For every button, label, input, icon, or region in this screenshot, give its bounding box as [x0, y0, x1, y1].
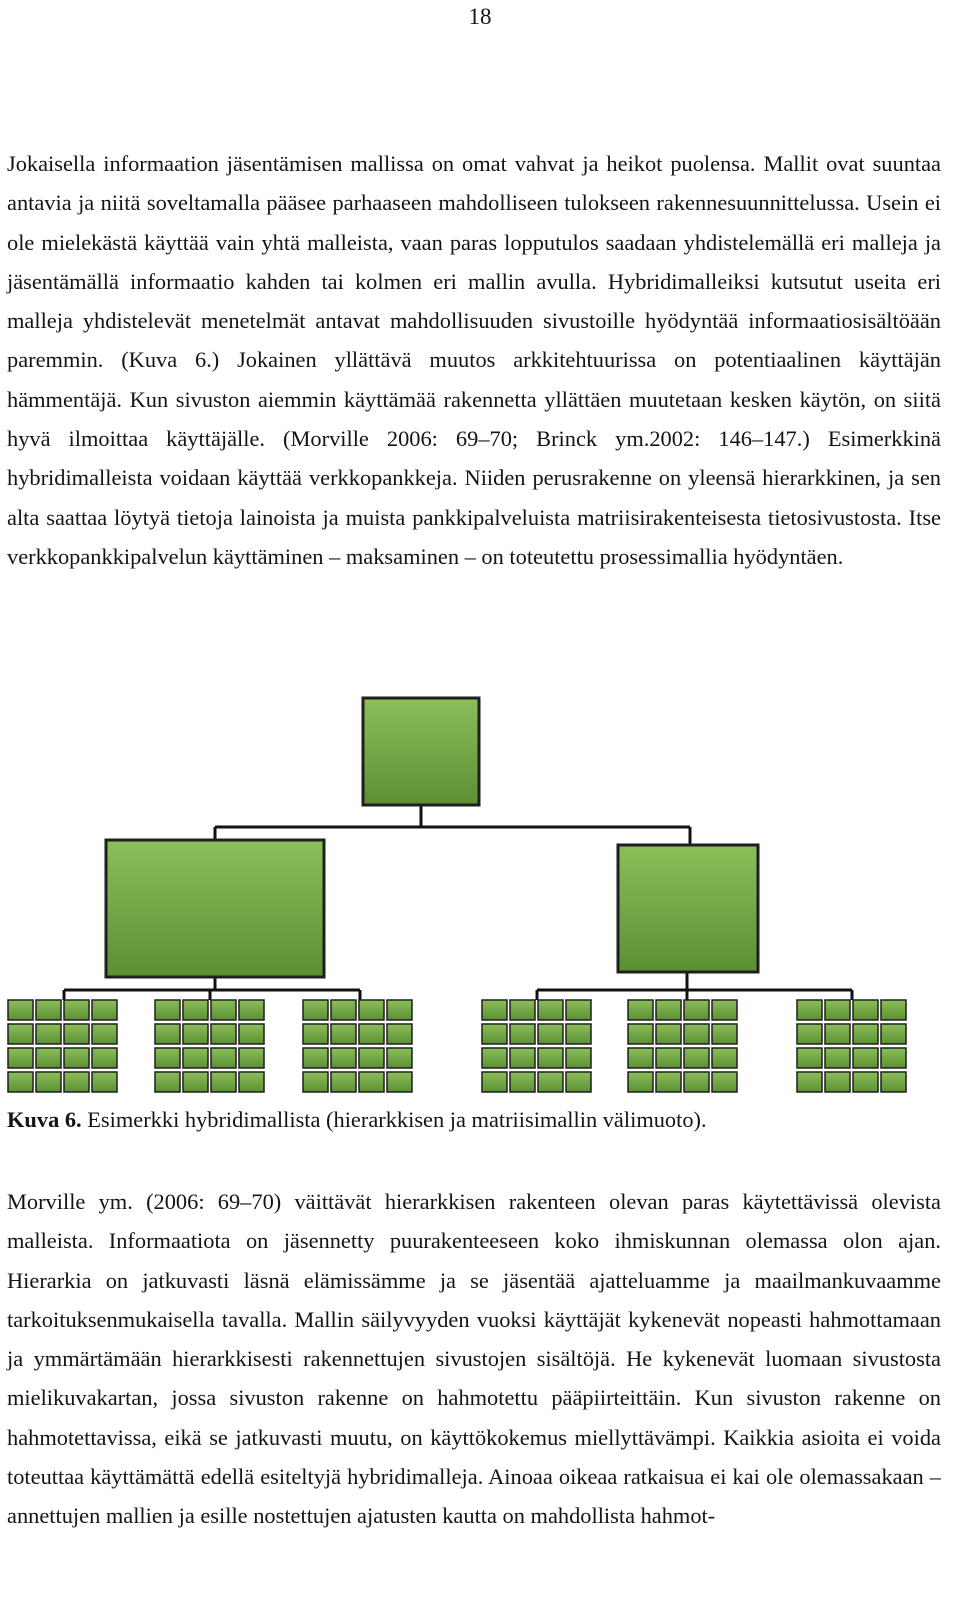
matrix-cell-4-4-3	[538, 1072, 563, 1092]
matrix-cell-5-3-4	[712, 1048, 737, 1068]
matrix-cell-4-1-1	[482, 1000, 507, 1020]
matrix-cell-5-1-1	[628, 1000, 653, 1020]
matrix-cell-1-1-4	[92, 1000, 117, 1020]
matrix-cell-2-1-3	[211, 1000, 236, 1020]
matrix-cell-4-1-2	[510, 1000, 535, 1020]
matrix-cell-1-3-2	[36, 1048, 61, 1068]
matrix-cell-2-3-1	[155, 1048, 180, 1068]
matrix-cell-5-3-2	[656, 1048, 681, 1068]
matrix-cell-1-3-3	[64, 1048, 89, 1068]
matrix-cell-5-2-4	[712, 1024, 737, 1044]
hierarchy-matrix-diagram	[0, 690, 960, 1110]
matrix-cell-2-4-2	[183, 1072, 208, 1092]
matrix-cell-6-1-3	[853, 1000, 878, 1020]
matrix-cell-2-2-3	[211, 1024, 236, 1044]
matrix-cell-5-3-3	[684, 1048, 709, 1068]
matrix-cell-1-1-1	[8, 1000, 33, 1020]
matrix-cell-6-4-4	[881, 1072, 906, 1092]
matrix-cell-5-2-3	[684, 1024, 709, 1044]
page-number: 18	[468, 4, 492, 29]
matrix-cell-2-1-4	[239, 1000, 264, 1020]
matrix-cell-6-3-2	[825, 1048, 850, 1068]
matrix-cell-4-2-3	[538, 1024, 563, 1044]
matrix-cell-3-2-1	[303, 1024, 328, 1044]
matrix-cell-6-4-3	[853, 1072, 878, 1092]
matrix-cell-3-2-4	[387, 1024, 412, 1044]
matrix-cell-5-4-3	[684, 1072, 709, 1092]
matrix-cell-1-2-4	[92, 1024, 117, 1044]
matrix-cell-6-1-2	[825, 1000, 850, 1020]
matrix-cell-5-1-2	[656, 1000, 681, 1020]
matrix-cell-4-4-1	[482, 1072, 507, 1092]
matrix-cell-1-2-2	[36, 1024, 61, 1044]
matrix-cell-5-2-2	[656, 1024, 681, 1044]
matrix-cell-2-4-1	[155, 1072, 180, 1092]
matrix-cell-6-1-4	[881, 1000, 906, 1020]
matrix-cell-5-1-3	[684, 1000, 709, 1020]
matrix-cell-4-2-1	[482, 1024, 507, 1044]
matrix-cell-2-3-3	[211, 1048, 236, 1068]
matrix-cell-2-2-4	[239, 1024, 264, 1044]
matrix-cell-6-3-3	[853, 1048, 878, 1068]
matrix-cell-1-4-1	[8, 1072, 33, 1092]
matrix-cell-5-1-4	[712, 1000, 737, 1020]
matrix-cell-3-1-3	[359, 1000, 384, 1020]
matrix-cell-4-3-1	[482, 1048, 507, 1068]
matrix-cell-4-4-2	[510, 1072, 535, 1092]
matrix-cell-1-2-3	[64, 1024, 89, 1044]
matrix-cell-1-2-1	[8, 1024, 33, 1044]
matrix-cell-6-3-1	[797, 1048, 822, 1068]
matrix-cell-2-2-1	[155, 1024, 180, 1044]
matrix-cell-6-2-3	[853, 1024, 878, 1044]
hybrid-model-figure	[0, 690, 960, 1110]
matrix-cell-1-3-4	[92, 1048, 117, 1068]
matrix-cell-4-3-3	[538, 1048, 563, 1068]
matrix-cell-3-3-2	[331, 1048, 356, 1068]
figure-caption	[7, 1100, 707, 1139]
matrix-cell-5-4-1	[628, 1072, 653, 1092]
matrix-cell-1-4-3	[64, 1072, 89, 1092]
root-node	[363, 698, 479, 805]
matrix-cell-6-3-4	[881, 1048, 906, 1068]
matrix-cell-3-3-1	[303, 1048, 328, 1068]
matrix-cell-3-2-3	[359, 1024, 384, 1044]
figure-caption-label: Kuva 6.	[7, 1107, 82, 1132]
matrix-cell-3-3-3	[359, 1048, 384, 1068]
matrix-cell-5-2-1	[628, 1024, 653, 1044]
matrix-cell-1-3-1	[8, 1048, 33, 1068]
matrix-cell-3-4-1	[303, 1072, 328, 1092]
matrix-cell-6-4-1	[797, 1072, 822, 1092]
matrix-cell-4-4-4	[566, 1072, 591, 1092]
body-paragraph-2: Morville ym. (2006: 69–70) väittävät hierarkkisen rakenteen olevan paras käytettävissä olevista malleista. Informaatiota on jäsennetty puurakenteeseen koko ihmiskunnan olemassa olon ajan. Hierarkia on jatkuvasti läsnä elämissämme ja se jäsentää ajatteluamme ja maailmankuvaamme tarkoituksenmukaisella tavalla. Mallin säilyvyyden vuoksi käyttäjät kykenevät nopeasti hahmottamaan ja ymmärtämään hierarkkisesti rakennettujen sivustojen sisältöjä. He kykenevät luomaan sivustosta mielikuvakartan, jossa sivuston rakenne on hahmotettu pääpiirteittäin. Kun sivuston rakenne on hahmotettavissa, eikä se jatkuvasti muutu, on käyttökokemus miellyttävämpi. Kaikkia asioita ei voida toteuttaa käyttämättä edellä esiteltyjä hybridimalleja. Ainoaa oikeaa ratkaisua ei kai ole olemassakaan – annettujen mallien ja esille nostettujen ajatusten kautta on mahdollista hahmot-	[7, 1189, 941, 1529]
matrix-cell-3-4-3	[359, 1072, 384, 1092]
matrix-cell-1-4-4	[92, 1072, 117, 1092]
matrix-cell-4-1-3	[538, 1000, 563, 1020]
matrix-cell-6-2-1	[797, 1024, 822, 1044]
matrix-cell-5-4-2	[656, 1072, 681, 1092]
matrix-cell-4-2-4	[566, 1024, 591, 1044]
matrix-cell-4-1-4	[566, 1000, 591, 1020]
matrix-cell-1-4-2	[36, 1072, 61, 1092]
matrix-cell-2-3-2	[183, 1048, 208, 1068]
matrix-cell-2-4-3	[211, 1072, 236, 1092]
matrix-cell-3-4-4	[387, 1072, 412, 1092]
matrix-cell-3-2-2	[331, 1024, 356, 1044]
figure-caption-text: Esimerkki hybridimallista (hierarkkisen ja matriisimallin välimuoto).	[81, 1107, 707, 1132]
left-branch-node	[106, 840, 324, 977]
matrix-cell-3-1-1	[303, 1000, 328, 1020]
matrix-cell-6-4-2	[825, 1072, 850, 1092]
matrix-cell-1-1-2	[36, 1000, 61, 1020]
matrix-cell-6-2-4	[881, 1024, 906, 1044]
matrix-cell-3-3-4	[387, 1048, 412, 1068]
matrix-cell-2-3-4	[239, 1048, 264, 1068]
matrix-cell-1-1-3	[64, 1000, 89, 1020]
matrix-cell-6-1-1	[797, 1000, 822, 1020]
matrix-cell-2-1-2	[183, 1000, 208, 1020]
matrix-cell-2-2-2	[183, 1024, 208, 1044]
matrix-cell-6-2-2	[825, 1024, 850, 1044]
matrix-cell-4-3-2	[510, 1048, 535, 1068]
matrix-cell-3-4-2	[331, 1072, 356, 1092]
matrix-cell-2-1-1	[155, 1000, 180, 1020]
matrix-cell-3-1-2	[331, 1000, 356, 1020]
matrix-cell-5-4-4	[712, 1072, 737, 1092]
matrix-cell-5-3-1	[628, 1048, 653, 1068]
right-branch-node	[618, 845, 758, 972]
matrix-cell-2-4-4	[239, 1072, 264, 1092]
body-paragraph-1: Jokaisella informaation jäsentämisen mallissa on omat vahvat ja heikot puolensa. Mallit ovat suuntaa antavia ja niitä soveltamalla pääsee parhaaseen mahdolliseen tulokseen rakennesuunnittelussa. Usein ei ole mielekästä käyttää vain yhtä malleista, vaan paras lopputulos saadaan yhdistelemällä eri malleja ja jäsentämällä informaatio kahden tai kolmen eri mallin avulla. Hybridimalleiksi kutsutut useita eri malleja yhdistelevät menetelmät antavat mahdollisuuden sivustoille hyödyntää informaatiosisältöään paremmin. (Kuva 6.) Jokainen yllättävä muutos arkkitehtuurissa on potentiaalinen käyttäjän hämmentäjä. Kun sivuston aiemmin käyttämää rakennetta yllättäen muutetaan kesken käytön, on siitä hyvä ilmoittaa käyttäjälle. (Morville 2006: 69–70; Brinck ym.2002: 146–147.) Esimerkkinä hybridimalleista voidaan käyttää verkkopankkeja. Niiden perusrakenne on yleensä hierarkkinen, ja sen alta saattaa löytyä tietoja lainoista ja muista pankkipalveluista matriisirakenteisesta tietosivustosta. Itse verkkopankkipalvelun käyttäminen – maksaminen – on toteutettu prosessimallia hyödyntäen.	[7, 151, 941, 569]
matrix-cell-4-3-4	[566, 1048, 591, 1068]
matrix-cell-4-2-2	[510, 1024, 535, 1044]
matrix-cell-3-1-4	[387, 1000, 412, 1020]
